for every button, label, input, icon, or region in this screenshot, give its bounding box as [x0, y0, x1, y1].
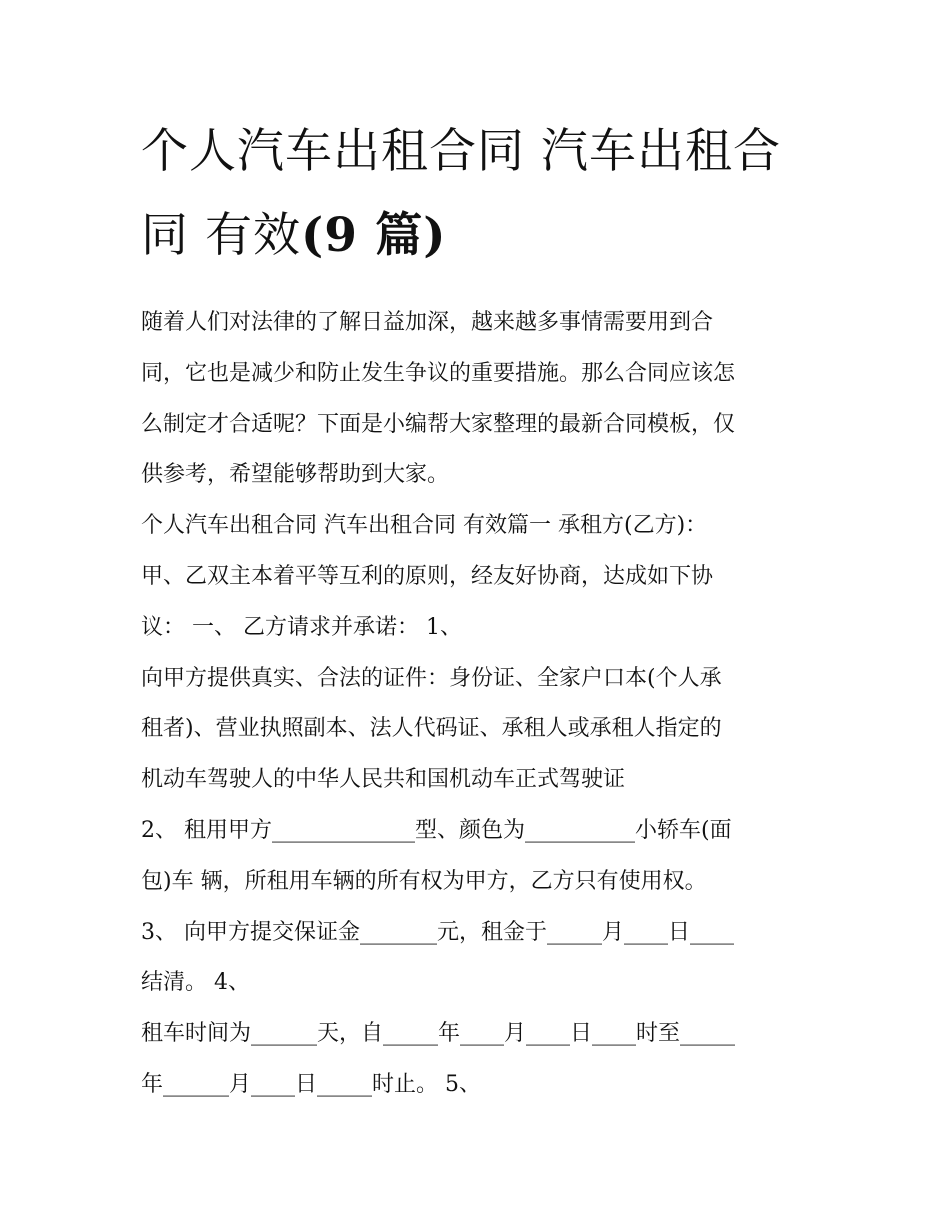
body-line: 结清。 4、: [141, 970, 250, 996]
title-line-2-text: 同 有效: [141, 208, 301, 263]
body-line: 随着人们对法律的了解日益加深，越来越多事情需要用到合: [141, 310, 714, 335]
body-line: 向甲方提供真实、合法的证件：身份证、全家户口本(个人承: [141, 665, 722, 691]
document-body: [141, 298, 821, 1111]
body-line: 同，它也是减少和防止发生争议的重要措施。那么合同应该怎: [141, 360, 736, 386]
body-line: 机动车驾驶人的中华人民共和国机动车正式驾驶证: [141, 767, 626, 793]
body-line: 供参考，希望能够帮助到大家。: [141, 462, 450, 488]
body-line: 包)车 辆，所租用车辆的所有权为甲方，乙方只有使用权。: [141, 868, 707, 894]
body-line: 年______月____日_____时止。 5、: [141, 1071, 481, 1097]
body-line: 租者)、营业执照副本、法人代码证、承租人或承租人指定的: [141, 716, 722, 742]
body-line: 么制定才合适呢？下面是小编帮大家整理的最新合同模板，仅: [141, 411, 736, 437]
title-line-1: 个人汽车出租合同 汽车出租合: [141, 124, 781, 179]
body-line: 个人汽车出租合同 汽车出租合同 有效篇一 承租方(乙方)：: [141, 513, 708, 539]
body-line: 3、 向甲方提交保证金_______元，租金于_____月____日____: [141, 919, 734, 945]
document-page: [141, 110, 821, 1111]
title-line-2: [141, 194, 821, 278]
body-line: 议： 一、 乙方请求并承诺： 1、: [141, 614, 462, 640]
body-line: 租车时间为______天，自_____年____月____日____时至_____: [141, 1021, 736, 1047]
body-line: 甲、乙双主本着平等互利的原则，经友好协商，达成如下协: [141, 563, 714, 589]
title-count: (9 篇): [300, 208, 447, 263]
body-line: 2、 租用甲方_____________型、颜色为__________小轿车(面: [141, 817, 732, 843]
document-title: [141, 110, 821, 278]
